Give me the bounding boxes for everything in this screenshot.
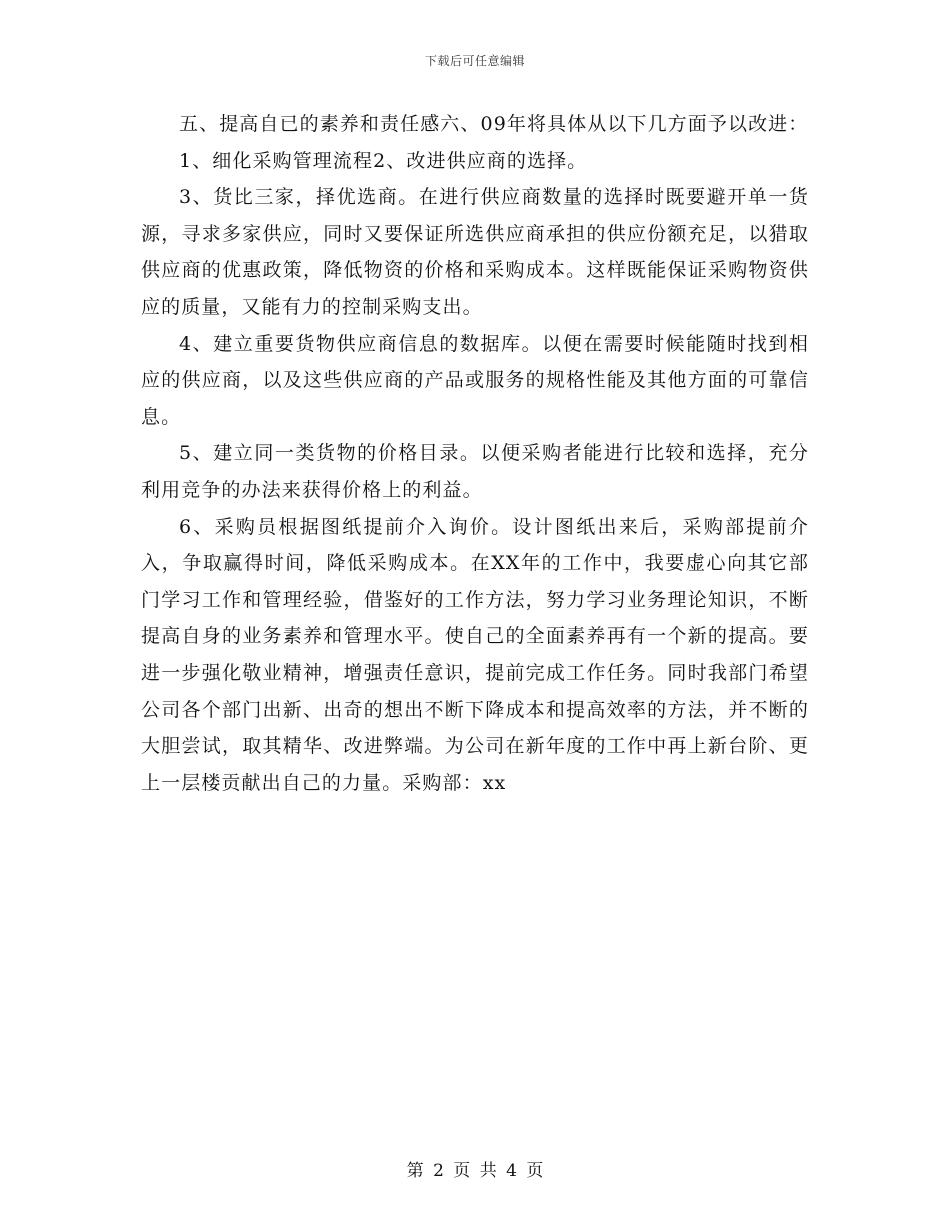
paragraph-2: 1、细化采购管理流程2、改进供应商的选择。 [179,149,588,172]
document-body [141,106,809,801]
paragraph-6: 6、采购员根据图纸提前介入询价。设计图纸出来后，采购部提前介入，争取赢得时间，降低采购成本。在XX年的工作中，我要虚心向其它部门学习工作和管理经验，借鉴好的工作方法，努力学习业务理论知识，不断提高自身的业务素养和管理水平。使自己的全面素养再有一个新的提高。要进一步强化敬业精神，增强责任意识，提前完成工作任务。同时我部门希望公司各个部门出新、出奇的想出不断下降成本和提高效率的方法，并不断的大胆尝试，取其精华、改进弊端。为公司在新年度的工作中再上新台阶、更上一层楼贡献出自己的力量。采购部：xx [141,515,809,794]
page-header: 下载后可任意编辑 [424,54,525,68]
page-number-footer: 第 2 页 共 4 页 [406,1161,544,1181]
paragraph-3: 3、货比三家，择优选商。在进行供应商数量的选择时既要避开单一货源，寻求多家供应，同时又要保证所选供应商承担的供应份额充足，以猎取供应商的优惠政策，降低物资的价格和采购成本。这样既能保证采购物资供应的质量，又能有力的控制采购支出。 [141,186,809,318]
paragraph-4: 4、建立重要货物供应商信息的数据库。以便在需要时候能随时找到相应的供应商，以及这些供应商的产品或服务的规格性能及其他方面的可靠信息。 [141,332,809,428]
paragraph-1: 五、提高自已的素养和责任感六、09年将具体从以下几方面予以改进： [179,113,809,135]
paragraph-5: 5、建立同一类货物的价格目录。以便采购者能进行比较和选择，充分利用竞争的办法来获得价格上的利益。 [141,442,809,501]
